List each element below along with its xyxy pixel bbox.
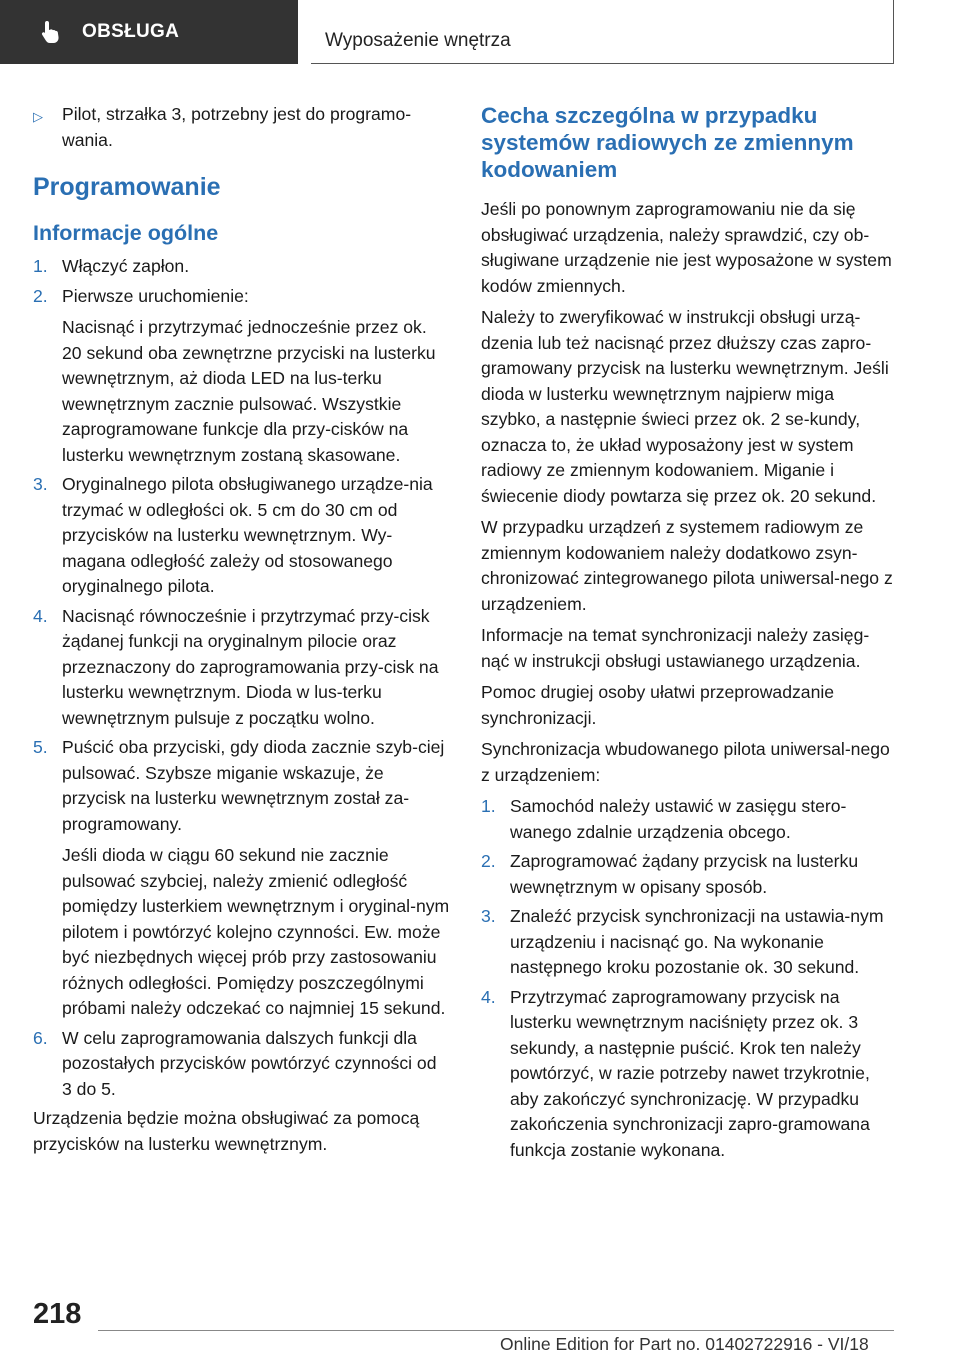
step-subtext: Nacisnąć i przytrzymać jednocześnie przez ok. 20 sekund oba zewnętrzne przyciski na lusterku wewnętrznym, aż dioda LED na lus‐terku wewnętrznym zacznie pulsować. Wszystkie zaprogramowane funkcje dla przy‐cisków na lusterku wewnętrznym zostaną skasowane. [62, 317, 436, 465]
step-number: 5. [33, 737, 48, 757]
closing-paragraph: Urządzenia będzie można obsługiwać za pomocą przycisków na lusterku wewnętrznym. [33, 1108, 420, 1154]
paragraph: Synchronizacja wbudowanego pilota uniwersal‐nego z urządzeniem: [481, 739, 890, 785]
paragraph: Pomoc drugiej osoby ułatwi przeprowadzanie synchronizacji. [481, 682, 835, 728]
step-number: 1. [33, 256, 48, 276]
footer-divider [98, 1330, 894, 1331]
step-subtext: Jeśli dioda w ciągu 60 sekund nie zacznie pulsować szybciej, należy zmienić odległość pomiędzy lusterkiem wewnętrznym i oryginal‐nym pilotem i powtórzyć kolejno czynności. Ew. może być niezbędnych więcej prób przy zastosowaniu różnych odległości. Pomiędzy poszczególnymi próbami należy odczekać co najmniej 15 sekund. [62, 845, 450, 1018]
step-number: 2. [481, 851, 496, 871]
step-text: Włączyć zapłon. [62, 256, 190, 276]
list-item [481, 904, 896, 981]
step-text: W celu zaprogramowania dalszych funkcji dla pozostałych przycisków powtórzyć czynności od 3 do 5. [62, 1027, 437, 1099]
paragraph: Informacje na temat synchronizacji należy zasięg‐nąć w instrukcji obsługi ustawianego urządzenia. [481, 625, 870, 671]
step-number: 1. [481, 796, 496, 816]
section-title: Wyposażenie wnętrza [325, 30, 511, 51]
step-number: 4. [481, 986, 496, 1007]
list-item [33, 284, 451, 469]
list-item [33, 472, 451, 600]
left-column [33, 102, 451, 1163]
subheading-general: Informacje ogólne [33, 220, 219, 245]
paragraph: Należy to zweryfikować w instrukcji obsługi urzą‐dzenia lub też nacisnąć przez dłuższy czas zapro‐gramowany przycisk na lusterku wewnętrznym. Jeśli dioda w lusterku wewnętrznym najpierw miga szybko, a następnie świeci przez ok. 2 se‐kundy, oznacza to, że układ wyposażony jest w system radiowy ze zmiennym kodowaniem. Miganie i świecenie diody powtarza się przez ok. 20 sekund. [481, 307, 889, 506]
triangle-bullet-icon: ▷ [33, 109, 43, 124]
list-item [33, 254, 451, 280]
footer-edition: Online Edition for Part no. 01402722916 - VI/18 [500, 1334, 869, 1354]
list-item [33, 1026, 451, 1103]
step-number: 3. [33, 474, 48, 494]
step-text: Zaprogramować żądany przycisk na lusterku wewnętrznym w opisany sposób. [510, 851, 859, 897]
list-item [481, 849, 896, 900]
step-text: Samochód należy ustawić w zasięgu stero‐wanego zdalnie urządzenia obcego. [510, 796, 847, 842]
step-number: 4. [33, 605, 48, 626]
header-tab [0, 0, 298, 64]
step-text: Puścić oba przyciski, gdy dioda zacznie szyb‐ciej pulsować. Szybsze miganie wskazuje, że przycisk na lusterku wewnętrznym został za‐programowany. [62, 737, 445, 834]
step-text: Pierwsze uruchomienie: [62, 285, 249, 306]
step-text: Oryginalnego pilota obsługiwanego urządze‐nia trzymać w odległości ok. 5 cm do 30 cm od przycisków na lusterku wewnętrznym. Wy‐magana odległość zależy od stosowanego oryginalnego pilota. [62, 474, 433, 596]
step-number: 6. [33, 1027, 48, 1048]
heading-programowanie: Programowanie [33, 173, 221, 201]
paragraph: Jeśli po ponownym zaprogramowaniu nie da się obsługiwać urządzenia, należy sprawdzić, czy ob‐sługiwane urządzenie nie jest wyposażone w system kodów zmiennych. [481, 199, 892, 296]
right-column [481, 102, 896, 1167]
chapter-tab-label: OBSŁUGA [82, 21, 180, 42]
bullet-text: Pilot, strzałka 3, potrzebny jest do programo‐wania. [62, 104, 412, 150]
step-number: 2. [33, 285, 48, 306]
programming-steps [33, 254, 451, 1102]
step-text: Przytrzymać zaprogramowany przycisk na lusterku wewnętrznym naciśnięty przez ok. 3 sekundy, a następnie puścić. Krok ten należy powtórzyć, w razie potrzeby nawet trzykrotnie, aby zakończyć synchronizację. W przypadku zakończenia synchronizacji zapro‐gramowana funkcja zostanie wykonana. [510, 986, 870, 1160]
page-number: 218 [33, 1298, 82, 1330]
sync-steps [481, 794, 896, 1163]
hand-pointer-icon [38, 19, 64, 45]
step-number: 3. [481, 906, 496, 926]
section-header [311, 0, 894, 64]
list-item [481, 794, 896, 845]
list-item [33, 735, 451, 1022]
list-item [33, 604, 451, 732]
prerequisite-bullet [33, 102, 451, 153]
heading-rolling-code: Cecha szczególna w przypadku systemów radiowych ze zmiennym kodowaniem [481, 103, 854, 182]
step-text: Znaleźć przycisk synchronizacji na ustawia‐nym urządzeniu i nacisnąć go. Na wykonanie następnego kroku pozostanie ok. 30 sekund. [510, 906, 884, 977]
step-text: Nacisnąć równocześnie i przytrzymać przy‐cisk żądanej funkcji na oryginalnym pilocie oraz przeznaczony do zaprogramowania przy‐cisk na lusterku wewnętrznym. Dioda w lus‐terku wewnętrznym pulsuje z początku wolno. [62, 605, 439, 728]
paragraph: W przypadku urządzeń z systemem radiowym ze zmiennym kodowaniem należy dodatkowo zsyn‐chronizować zintegrowanego pilota uniwersal‐nego z urządzeniem. [481, 517, 893, 614]
list-item [481, 985, 896, 1164]
